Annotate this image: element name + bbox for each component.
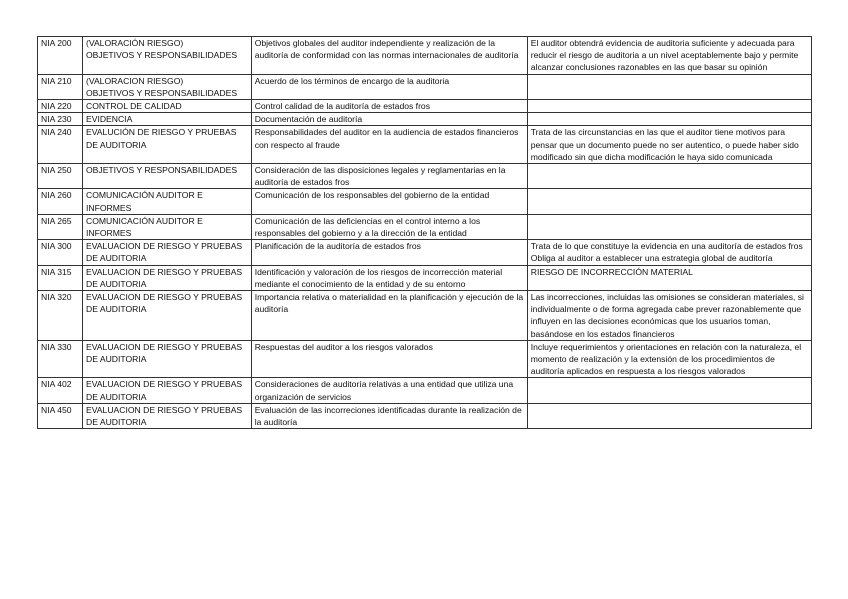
area-cell: EVALUACION DE RIESGO Y PRUEBAS DE AUDITORIA [82,240,251,265]
nia-standards-table [37,36,812,429]
objective-cell: Evaluación de las incorreciones identificadas durante la realización de la auditoría [251,403,527,428]
notes-cell [527,378,811,403]
nia-code-cell: NIA 300 [38,240,83,265]
table-row [38,164,812,189]
area-cell: COMUNICACIÓN AUDITOR E INFORMES [82,189,251,214]
nia-code-cell: NIA 260 [38,189,83,214]
notes-cell [527,214,811,239]
objective-cell: Control calidad de la auditoría de estados fros [251,100,527,113]
notes-cell: RIESGO DE INCORRECCIÓN MATERIAL [527,265,811,290]
nia-code-cell: NIA 240 [38,126,83,164]
area-cell: EVALUACION DE RIESGO Y PRUEBAS DE AUDITORIA [82,340,251,378]
nia-code-cell: NIA 220 [38,100,83,113]
objective-cell: Identificación y valoración de los riesgos de incorrección material mediante el conocimiento de la entidad y de su entorno [251,265,527,290]
objective-cell: Objetivos globales del auditor independiente y realización de la auditoría de conformidad con las normas internacionales de auditoría [251,37,527,75]
table-row [38,37,812,75]
nia-code-cell: NIA 315 [38,265,83,290]
table-row [38,291,812,341]
notes-cell: Trata de las circunstancias en las que el auditor tiene motivos para pensar que un documento puede no ser autentico, o puede haber sido modificado sin que dicha modificación le haya sido comunicada [527,126,811,164]
table-row [38,378,812,403]
nia-code-cell: NIA 402 [38,378,83,403]
objective-cell: Consideración de las disposiciones legales y reglamentarias en la auditoría de estados fros [251,164,527,189]
nia-code-cell: NIA 230 [38,113,83,126]
area-cell: EVALUACION DE RIESGO Y PRUEBAS DE AUDITORIA [82,265,251,290]
table-row [38,403,812,428]
table-row [38,265,812,290]
nia-code-cell: NIA 320 [38,291,83,341]
nia-code-cell: NIA 210 [38,74,83,99]
objective-cell: Consideraciones de auditoría relativas a una entidad que utiliza una organización de servicios [251,378,527,403]
notes-cell [527,403,811,428]
objective-cell: Acuerdo de los términos de encargo de la auditoria [251,74,527,99]
notes-cell [527,113,811,126]
notes-cell [527,74,811,99]
area-cell: EVALUACION DE RIESGO Y PRUEBAS DE AUDITORIA [82,378,251,403]
table-row [38,126,812,164]
nia-code-cell: NIA 265 [38,214,83,239]
nia-code-cell: NIA 450 [38,403,83,428]
area-cell: EVALUCIÓN DE RIESGO Y PRUEBAS DE AUDITORIA [82,126,251,164]
nia-table-body [38,37,812,429]
area-cell: COMUNICACIÓN AUDITOR E INFORMES [82,214,251,239]
table-row [38,100,812,113]
objective-cell: Planificación de la auditoría de estados fros [251,240,527,265]
notes-cell [527,164,811,189]
table-row [38,113,812,126]
objective-cell: Documentación de auditoría [251,113,527,126]
table-row [38,74,812,99]
notes-cell: Trata de lo que constituye la evidencia en una auditoría de estados fros Obliga al auditor a establecer una estrategia global de auditoría [527,240,811,265]
nia-code-cell: NIA 200 [38,37,83,75]
area-cell: (VALORACION RIESGO) OBJETIVOS Y RESPONSABILIDADES [82,74,251,99]
table-row [38,340,812,378]
area-cell: EVALUACION DE RIESGO Y PRUEBAS DE AUDITORIA [82,403,251,428]
objective-cell: Importancia relativa o materialidad en la planificación y ejecución de la auditoría [251,291,527,341]
area-cell: EVALUACION DE RIESGO Y PRUEBAS DE AUDITORIA [82,291,251,341]
notes-cell: Incluye requerimientos y orientaciones en relación con la naturaleza, el momento de realización y la extensión de los procedimientos de auditoría aplicados en respuesta a los riesgos valorados [527,340,811,378]
notes-cell [527,189,811,214]
objective-cell: Comunicación de las deficiencias en el control interno a los responsables del gobierno y a la dirección de la entidad [251,214,527,239]
objective-cell: Responsabilidades del auditor en la audiencia de estados financieros con respecto al fraude [251,126,527,164]
notes-cell [527,100,811,113]
area-cell: EVIDENCIA [82,113,251,126]
table-row [38,189,812,214]
table-row [38,214,812,239]
area-cell: CONTROL DE CALIDAD [82,100,251,113]
table-row [38,240,812,265]
area-cell: (VALORACIÓN RIESGO) OBJETIVOS Y RESPONSABILIDADES [82,37,251,75]
nia-code-cell: NIA 330 [38,340,83,378]
area-cell: OBJETIVOS Y RESPONSABILIDADES [82,164,251,189]
objective-cell: Comunicación de los responsables del gobierno de la entidad [251,189,527,214]
notes-cell: Las incorrecciones, incluidas las omisiones se consideran materiales, si individualmente o de forma agregada cabe prever razonablemente que influyen en las decisiones económicas que los usuarios toman, basándose en los estados financieros [527,291,811,341]
nia-code-cell: NIA 250 [38,164,83,189]
objective-cell: Respuestas del auditor a los riesgos valorados [251,340,527,378]
notes-cell: El auditor obtendrá evidencia de auditoria suficiente y adecuada para reducir el riesgo de auditoria a un nivel aceptablemente bajo y permite alcanzar conclusiones razonables en las que basar su opinión [527,37,811,75]
